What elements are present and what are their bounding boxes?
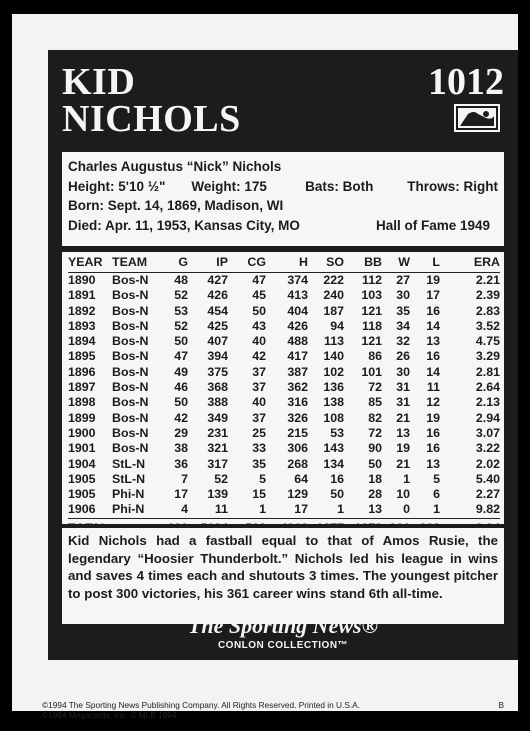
stat-cell-year: 1897 [68,380,96,395]
stats-body [68,273,500,519]
stat-cell-year: 1895 [68,349,96,364]
stat-cell-team: Bos-N [112,318,149,333]
stat-cell-era: 4.75 [475,334,500,349]
stat-cell-cg: 45 [252,288,266,303]
stat-cell-era: 9.82 [475,502,500,517]
stat-cell-w: 30 [396,288,410,303]
stat-cell-bb: 28 [368,487,382,502]
stat-cell-year: 1891 [68,288,96,303]
stat-cell-year: 1905 [68,487,96,502]
stat-cell-l: 16 [426,441,440,456]
died-text: Died: Apr. 11, 1953, Kansas City, MO [68,217,300,233]
stat-cell-era: 2.94 [475,410,500,425]
stat-cell-cg: 37 [252,410,266,425]
stat-cell-l: 19 [426,273,440,287]
stat-cell-g: 7 [181,471,188,486]
stat-cell-h: 64 [294,471,308,486]
stat-cell-l: 16 [426,303,440,318]
stat-cell-bb: 72 [368,380,382,395]
stats-row [68,304,500,319]
stat-cell-era: 2.21 [475,273,500,287]
stat-cell-h: 374 [287,273,308,287]
stats-row [68,395,500,410]
stat-cell-l: 16 [426,349,440,364]
career-narrative: Kid Nichols had a fastball equal to that of Amos Rusie, the legendary “Hoosier Thunderbolt.” Nichols led his league in wins and saves 4 times each and shutouts 3 times. The youngest pitcher to post 300 victories, his 361 career wins stand 6th all-time. [62,528,504,624]
stat-cell-w: 26 [396,349,410,364]
stat-cell-so: 240 [323,288,344,303]
stat-cell-g: 29 [174,425,188,440]
stat-cell-cg: 1 [259,502,266,517]
stat-cell-bb: 121 [361,334,382,349]
stats-row [68,349,500,364]
stat-cell-so: 1 [337,502,344,517]
weight-text: Weight: 175 [191,178,267,194]
stat-cell-ip: 388 [207,395,228,410]
stats-row [68,411,500,426]
stat-cell-l: 13 [426,334,440,349]
stat-cell-team: Bos-N [112,334,149,349]
died-row [68,216,498,236]
stat-cell-team: Bos-N [112,288,149,303]
stat-cell-g: 47 [174,349,188,364]
stat-cell-w: 1 [403,471,410,486]
stat-cell-g: 49 [174,364,188,379]
hof-text: Hall of Fame 1949 [376,217,491,233]
player-name [62,61,241,140]
stat-cell-so: 16 [330,471,344,486]
stat-cell-bb: 50 [368,456,382,471]
stat-cell-w: 31 [396,380,410,395]
stats-row [68,334,500,349]
stat-cell-era: 2.13 [475,395,500,410]
stat-cell-h: 316 [287,395,308,410]
stat-cell-l: 13 [426,456,440,471]
stats-row [68,487,500,502]
stat-cell-team: Bos-N [112,303,149,318]
col-year: YEAR [68,254,112,273]
mlb-logo-icon [454,104,500,132]
stats-box [62,252,504,524]
stat-cell-bb: 118 [362,318,382,333]
stat-cell-so: 143 [323,441,344,456]
stat-cell-bb: 112 [362,273,382,287]
stat-cell-so: 108 [323,410,344,425]
stat-cell-l: 14 [426,318,440,333]
stat-cell-team: Phi-N [112,502,145,517]
player-name-line2: NICHOLS [62,98,241,140]
stat-cell-w: 27 [396,273,410,287]
stat-cell-bb: 103 [361,288,382,303]
stat-cell-g: 38 [174,441,188,456]
stat-cell-ip: 454 [207,303,228,318]
stat-cell-so: 113 [324,334,344,349]
stat-cell-so: 136 [323,380,344,395]
stat-cell-w: 10 [396,487,410,502]
bats-text: Bats: Both [305,178,374,194]
stat-cell-year: 1893 [68,318,96,333]
baseball-card-back [12,14,518,720]
stat-cell-team: Bos-N [112,395,149,410]
stat-cell-cg: 47 [252,273,266,287]
col-so: SO [308,254,344,273]
throws-text: Throws: Right [407,178,498,194]
stat-cell-era: 2.27 [475,487,500,502]
stats-row [68,457,500,472]
born-text: Born: Sept. 14, 1869, Madison, WI [68,198,284,213]
stat-cell-year: 1898 [68,395,96,410]
stat-cell-w: 31 [396,395,410,410]
stat-cell-ip: 349 [207,410,228,425]
stat-cell-ip: 139 [207,487,228,502]
stat-cell-so: 94 [330,318,344,333]
stat-cell-w: 35 [396,303,410,318]
stat-cell-w: 21 [396,456,410,471]
col-era: ERA [440,254,500,273]
stat-cell-team: Bos-N [112,410,149,425]
stat-cell-g: 17 [174,487,188,502]
stat-cell-year: 1901 [68,441,96,456]
stat-cell-ip: 11 [214,502,228,517]
stat-cell-bb: 121 [361,303,382,318]
stat-cell-g: 36 [174,456,188,471]
stat-cell-l: 12 [426,395,440,410]
stat-cell-ip: 231 [207,425,228,440]
height-text: Height: 5'10 ½" [68,178,166,194]
stat-cell-ip: 427 [207,273,228,287]
stat-cell-era: 2.81 [475,364,500,379]
stat-cell-l: 19 [426,410,440,425]
stat-cell-ip: 317 [207,456,228,471]
physical-row [68,177,498,197]
stats-row [68,441,500,456]
stat-cell-cg: 33 [252,441,266,456]
stat-cell-h: 17 [294,502,308,517]
brand-subtitle: CONLON COLLECTION™ [217,640,349,651]
stat-cell-year: 1896 [68,364,96,379]
stat-cell-h: 268 [287,456,308,471]
stat-cell-h: 417 [287,349,308,364]
col-ip: IP [188,254,228,273]
stats-header-row [68,254,500,273]
stat-cell-cg: 5 [259,471,266,486]
stat-cell-l: 16 [426,425,440,440]
stat-cell-team: StL-N [112,456,146,471]
stat-cell-ip: 321 [207,441,228,456]
stat-cell-cg: 35 [252,456,266,471]
brand-block [48,614,518,652]
player-name-line1: KID [62,61,136,103]
stat-cell-year: 1894 [68,334,96,349]
stat-cell-h: 413 [287,288,308,303]
stat-cell-year: 1900 [68,425,96,440]
stat-cell-so: 222 [323,273,344,287]
stat-cell-cg: 50 [252,303,266,318]
col-team: TEAM [112,254,158,273]
stats-row [68,502,500,518]
stat-cell-bb: 18 [368,471,382,486]
stat-cell-team: StL-N [112,471,146,486]
stat-cell-l: 6 [433,487,440,502]
stat-cell-g: 46 [174,380,188,395]
stat-cell-team: Bos-N [112,425,149,440]
copyright-line1: ©1994 The Sporting News Publishing Company. All Rights Reserved. Printed in U.S.A. [42,700,361,710]
col-h: H [266,254,308,273]
stat-cell-g: 50 [174,334,188,349]
stat-cell-team: Bos-N [112,273,149,287]
stat-cell-cg: 43 [252,318,266,333]
stat-cell-cg: 37 [252,380,266,395]
stat-cell-bb: 85 [368,395,382,410]
stat-cell-ip: 375 [207,364,228,379]
stat-cell-ip: 426 [207,288,228,303]
stat-cell-era: 2.39 [475,288,500,303]
stat-cell-h: 306 [287,441,308,456]
stat-cell-l: 1 [433,502,440,517]
stat-cell-era: 2.64 [475,380,500,395]
stat-cell-bb: 82 [368,410,382,425]
stat-cell-cg: 15 [252,487,266,502]
stat-cell-l: 17 [426,288,440,303]
stat-cell-l: 5 [433,471,440,486]
stat-cell-bb: 72 [368,425,382,440]
stat-cell-so: 138 [323,395,344,410]
stat-cell-cg: 42 [252,349,266,364]
stat-cell-w: 19 [396,441,410,456]
stats-table [68,254,500,539]
stat-cell-cg: 25 [252,425,266,440]
stat-cell-g: 52 [174,318,188,333]
col-w: W [382,254,410,273]
stat-cell-year: 1904 [68,456,96,471]
stat-cell-bb: 101 [361,364,382,379]
stat-cell-team: Bos-N [112,349,149,364]
card-number: 1012 [428,61,504,103]
stat-cell-so: 134 [323,456,344,471]
stat-cell-g: 50 [174,395,188,410]
stat-cell-bb: 90 [368,441,382,456]
stat-cell-w: 34 [396,318,410,333]
stats-row [68,273,500,289]
stat-cell-h: 129 [287,487,308,502]
full-name: Charles Augustus “Nick” Nichols [68,159,282,174]
copyright-line2: ©1994 Megacards, Inc. © MLB 1994 [42,710,177,720]
stats-row [68,380,500,395]
stat-cell-era: 3.52 [475,318,500,333]
stats-row [68,472,500,487]
stat-cell-team: Bos-N [112,380,149,395]
stat-cell-w: 13 [396,425,410,440]
col-bb: BB [344,254,382,273]
stat-cell-so: 102 [323,364,344,379]
stats-row [68,319,500,334]
stat-cell-year: 1892 [68,303,96,318]
stat-cell-h: 404 [287,303,308,318]
stat-cell-team: Phi-N [112,487,145,502]
stat-cell-cg: 37 [252,364,266,379]
stat-cell-w: 32 [396,334,410,349]
stat-cell-cg: 40 [252,395,266,410]
brand-title: The Sporting News® [187,613,379,638]
stat-cell-l: 14 [426,364,440,379]
stat-cell-so: 140 [323,349,344,364]
stat-cell-w: 0 [403,502,410,517]
stat-cell-era: 3.07 [475,425,500,440]
stat-cell-l: 11 [426,380,440,395]
card-side-letter: B [498,700,504,710]
stat-cell-year: 1899 [68,410,96,425]
stat-cell-h: 387 [287,364,308,379]
stat-cell-g: 48 [174,273,188,287]
stat-cell-h: 362 [287,380,308,395]
stat-cell-ip: 52 [214,471,228,486]
stats-row [68,365,500,380]
col-l: L [410,254,440,273]
stat-cell-so: 53 [330,425,344,440]
stat-cell-year: 1905 [68,471,96,486]
stat-cell-h: 426 [287,318,308,333]
col-cg: CG [228,254,266,273]
stat-cell-so: 187 [323,303,344,318]
stat-cell-h: 488 [287,334,308,349]
stat-cell-w: 30 [396,364,410,379]
stat-cell-g: 42 [174,410,188,425]
stat-cell-era: 2.02 [475,456,500,471]
stat-cell-bb: 86 [368,349,382,364]
stat-cell-ip: 394 [207,349,228,364]
stat-cell-h: 215 [287,425,308,440]
card-panel [48,50,518,660]
stat-cell-ip: 407 [207,334,228,349]
stat-cell-w: 21 [396,410,410,425]
stat-cell-team: Bos-N [112,441,149,456]
bio-box [62,152,504,246]
stat-cell-team: Bos-N [112,364,149,379]
col-g: G [158,254,188,273]
stat-cell-g: 4 [181,502,188,517]
stat-cell-era: 3.22 [475,441,500,456]
stat-cell-so: 50 [330,487,344,502]
stat-cell-bb: 13 [368,502,382,517]
stats-row [68,288,500,303]
stat-cell-g: 52 [174,288,188,303]
stat-cell-year: 1890 [68,273,96,287]
stat-cell-year: 1906 [68,502,96,517]
stat-cell-era: 5.40 [475,471,500,486]
stat-cell-g: 53 [174,303,188,318]
copyright-footer [42,700,518,720]
stat-cell-cg: 40 [252,334,266,349]
stat-cell-era: 2.83 [475,303,500,318]
stat-cell-ip: 425 [207,318,228,333]
stat-cell-h: 326 [287,410,308,425]
stat-cell-era: 3.29 [475,349,500,364]
stat-cell-ip: 368 [207,380,228,395]
stats-row [68,426,500,441]
